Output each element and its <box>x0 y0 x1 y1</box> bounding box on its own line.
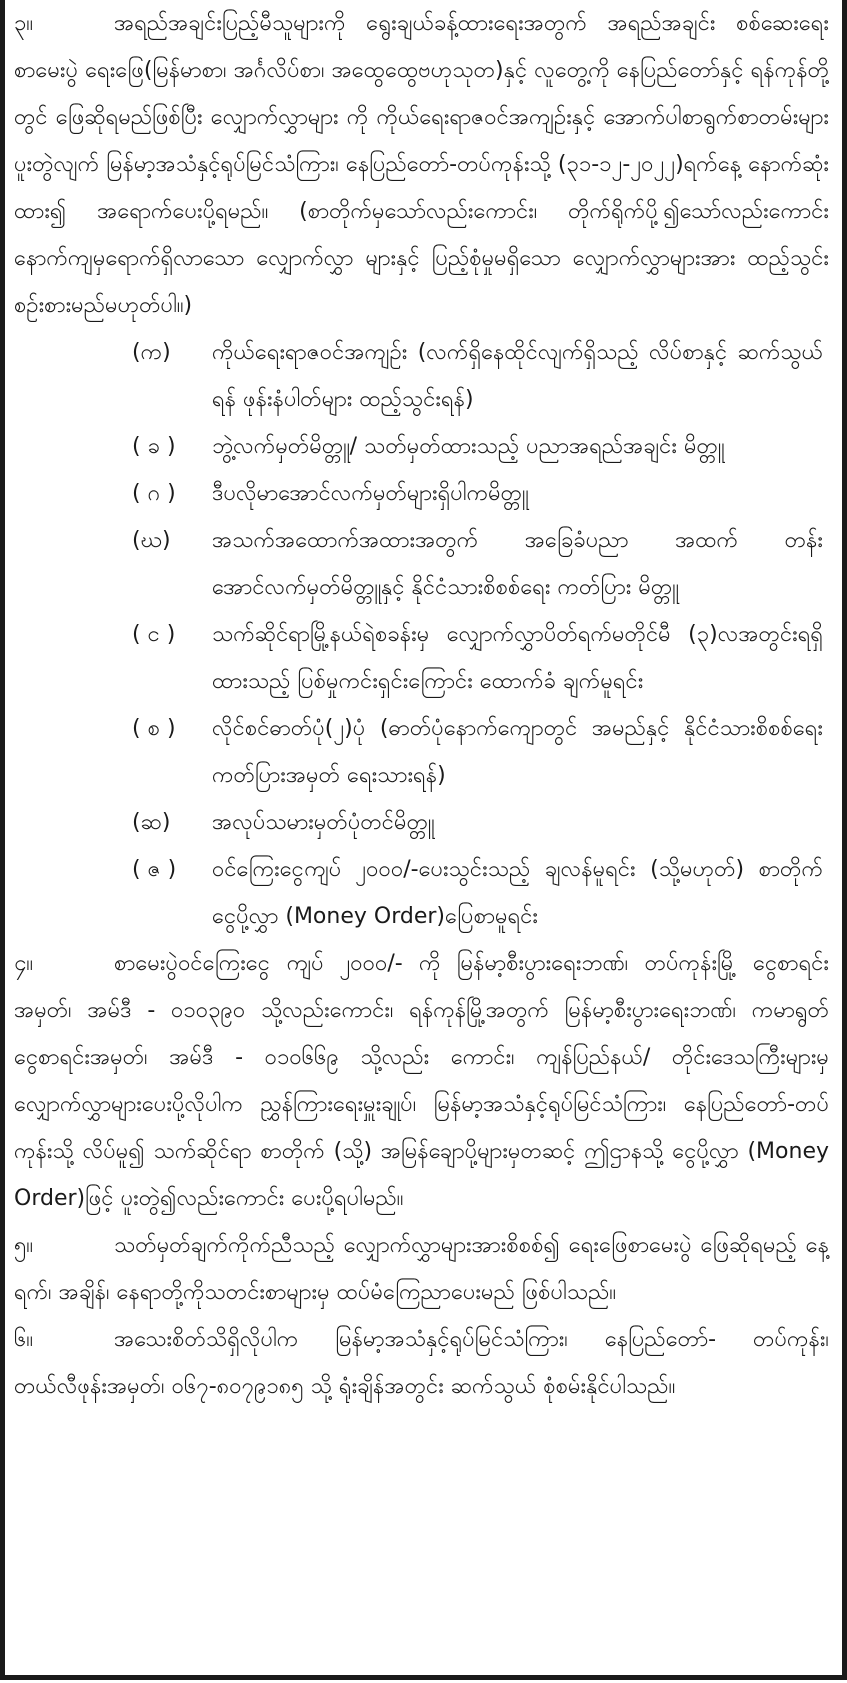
list-item-za <box>14 846 829 940</box>
list-item-marker: (ဆ) <box>132 810 171 835</box>
paragraph-3-number: ၃။ <box>14 11 34 36</box>
paragraph-6-text: အသေးစိတ်သိရှိလိုပါက မြန်မာ့အသံနှင့်ရုပ်မြင်သံကြား၊ နေပြည်တော်- တပ်ကုန်း၊ တယ်လီဖုန်းအမှတ်၊ ၀၆၇-၈၀၇၉၁၈၅ သို့ ရုံးချိန်အတွင်း ဆက်သွယ် စုံစမ်းနိုင်ပါသည်။ <box>14 1327 829 1399</box>
list-item-hsa <box>14 799 829 846</box>
list-item-ga <box>14 470 829 517</box>
list-item-sa <box>14 705 829 799</box>
document-body <box>14 0 829 1410</box>
list-item-kha <box>14 423 829 470</box>
paragraph-5-text: သတ်မှတ်ချက်ကိုက်ညီသည့် လျှောက်လွှာများအားစိစစ်၍ ရေးဖြေစာမေးပွဲ ဖြေဆိုရမည့် နေ့ရက်၊ အချိန်၊ နေရာတို့ကိုသတင်းစာများမှ ထပ်မံကြေညာပေးမည် ဖြစ်ပါသည်။ <box>14 1233 829 1305</box>
paragraph-6-number: ၆။ <box>14 1327 34 1352</box>
paragraph-3-text: အရည်အချင်းပြည့်မီသူများကို ရွေးချယ်ခန့်ထားရေးအတွက် အရည်အချင်း စစ်ဆေးရေးစာမေးပွဲ ရေးဖြေ(မြန်မာစာ၊ အင်္ဂလိပ်စာ၊ အထွေထွေဗဟုသုတ)နှင့် လူတွေ့ကို နေပြည်တော်နှင့် ရန်ကုန်တို့တွင် ဖြေဆိုရမည်ဖြစ်ပြီး လျှောက်လွှာများ ကို ကိုယ်ရေးရာဇဝင်အကျဉ်းနှင့် အောက်ပါစာရွက်စာတမ်းများ ပူးတွဲလျက် မြန်မာ့အသံနှင့်ရုပ်မြင်သံကြား၊ နေပြည်တော်-တပ်ကုန်းသို့ (၃၁-၁၂-၂၀၂၂)ရက်နေ့ နောက်ဆုံးထား၍ အရောက်ပေးပို့ရမည်။ (စာတိုက်မှသော်လည်းကောင်း၊ တိုက်ရိုက်ပို့၍သော်လည်းကောင်း နောက်ကျမှရောက်ရှိလာသော လျှောက်လွှာ များနှင့် ပြည့်စုံမှုမရှိသော လျှောက်လွှာများအား ထည့်သွင်းစဉ်းစားမည်မဟုတ်ပါ။) <box>14 11 829 318</box>
list-item-marker: ( င ) <box>132 622 176 647</box>
list-item-text: အလုပ်သမားမှတ်ပုံတင်မိတ္တူ <box>212 810 435 835</box>
paragraph-5 <box>14 1222 829 1316</box>
list-item-text: အသက်အထောက်အထားအတွက် အခြေခံပညာ အထက် တန်းအောင်လက်မှတ်မိတ္တူနှင့် နိုင်ငံသားစိစစ်ရေး ကတ်ပြား မိတ္တူ <box>212 528 823 600</box>
paragraph-4 <box>14 940 829 1222</box>
list-item-marker: (က) <box>132 340 171 365</box>
list-item-marker: (ဃ) <box>132 528 171 553</box>
paragraph-4-number: ၄။ <box>14 951 34 976</box>
list-item-text: ဘွဲ့လက်မှတ်မိတ္တူ/ သတ်မှတ်ထားသည့် ပညာအရည်အချင်း မိတ္တူ <box>212 434 725 459</box>
list-item-gha <box>14 517 829 611</box>
list-item-marker: ( ခ ) <box>132 434 176 459</box>
paragraph-4-text: စာမေးပွဲဝင်ကြေးငွေ ကျပ် ၂၀၀၀/- ကို မြန်မာ့စီးပွားရေးဘဏ်၊ တပ်ကုန်းမြို့ ငွေစာရင်းအမှတ်၊ အမ်ဒီ - ၀၁၀၃၉၀ သို့လည်းကောင်း၊ ရန်ကုန်မြို့အတွက် မြန်မာ့စီးပွားရေးဘဏ်၊ ကမာရွတ်ငွေစာရင်းအမှတ်၊ အမ်ဒီ - ၀၁၀၆၆၉ သို့လည်း ကောင်း၊ ကျန်ပြည်နယ်/ တိုင်းဒေသကြီးများမှ လျှောက်လွှာများပေးပို့လိုပါက ညွှန်ကြားရေးမှူးချုပ်၊ မြန်မာ့အသံနှင့်ရုပ်မြင်သံကြား၊ နေပြည်တော်-တပ်ကုန်းသို့ လိပ်မူ၍ သက်ဆိုင်ရာ စာတိုက် (သို့) အမြန်ချောပို့များမှတဆင့် ဤဌာနသို့ ငွေပို့လွှာ (Money Order)ဖြင့် ပူးတွဲ၍လည်းကောင်း ပေးပို့ရပါမည်။ <box>14 951 829 1211</box>
list-item-text: ဝင်ကြေးငွေကျပ် ၂၀၀၀/-ပေးသွင်းသည့် ချလန်မူရင်း (သို့မဟုတ်) စာတိုက်ငွေပို့လွှာ (Money Order)ပြေစာမူရင်း <box>212 857 823 929</box>
list-item-nga <box>14 611 829 705</box>
list-item-marker: ( စ ) <box>132 716 176 741</box>
list-item-text: လိုင်စင်ဓာတ်ပုံ(၂)ပုံ (ဓာတ်ပုံနောက်ကျောတွင် အမည်နှင့် နိုင်ငံသားစိစစ်ရေးကတ်ပြားအမှတ် ရေးသားရန်) <box>212 716 823 788</box>
list-item-text: ဒီပလိုမာအောင်လက်မှတ်များရှိပါကမိတ္တူ <box>212 481 529 506</box>
list-item-marker: ( ဂ ) <box>132 481 176 506</box>
paragraph-6 <box>14 1316 829 1410</box>
list-item-text: သက်ဆိုင်ရာမြို့နယ်ရဲစခန်းမှ လျှောက်လွှာပိတ်ရက်မတိုင်မီ (၃)လအတွင်းရရှိထားသည့် ပြစ်မှုကင်းရှင်းကြောင်း ထောက်ခံ ချက်မူရင်း <box>212 622 823 694</box>
list-item-ka <box>14 329 829 423</box>
paragraph-3 <box>14 0 829 329</box>
paragraph-5-number: ၅။ <box>14 1233 34 1258</box>
list-item-text: ကိုယ်ရေးရာဇဝင်အကျဉ်း (လက်ရှိနေထိုင်လျက်ရှိသည့် လိပ်စာနှင့် ဆက်သွယ်ရန် ဖုန်းနံပါတ်များ ထည့်သွင်းရန်) <box>212 340 823 412</box>
list-item-marker: ( ဇ ) <box>132 857 177 882</box>
